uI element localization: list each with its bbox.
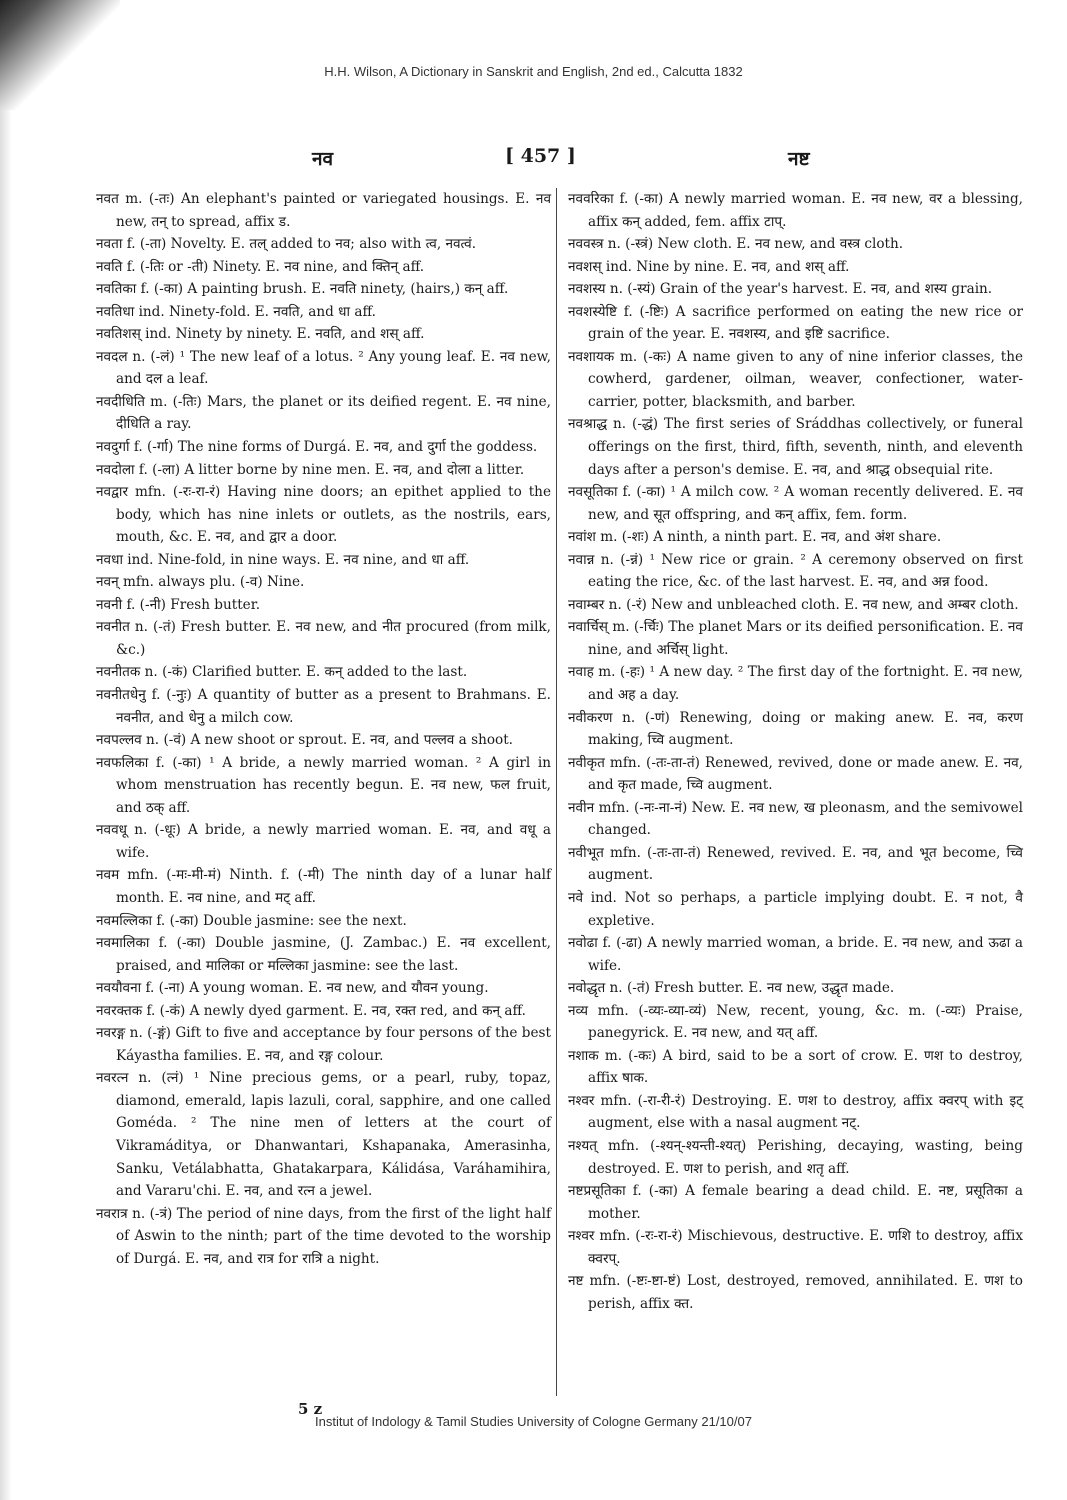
dictionary-entry: नवे ind. Not so perhaps, a particle implying doubt. E. न not, वै expletive.: [568, 889, 1023, 929]
dictionary-entry: नवत m. (-तः) An elephant's painted or variegated housings. E. नव new, तन् to spread, affix ड.: [96, 191, 551, 230]
dictionary-entry: नवमल्लिका f. (-का) Double jasmine: see the next.: [96, 912, 407, 929]
source-citation: H.H. Wilson, A Dictionary in Sanskrit and English, 2nd ed., Calcutta 1832: [324, 64, 743, 79]
dictionary-entry: नवान्न n. (-न्नं) ¹ New rice or grain. ² A ceremony observed on first eating the rice, &c. of the last harvest. E. नव, and अन्न food.: [568, 551, 1023, 591]
dictionary-entry: नवीभूत mfn. (-तः-ता-तं) Renewed, revived. E. नव, and भूत become, च्वि augment.: [568, 844, 1023, 884]
dictionary-entry: नवश्राद्ध n. (-द्धं) The first series of Sráddhas collectively, or funeral offerings on the first, third, fifth, seventh, ninth, and eleventh days after a person's demise. E. नव, and श्राद्ध obsequial rite.: [568, 416, 1023, 478]
dictionary-entry: नवतिधा ind. Ninety-fold. E. नवति, and धा aff.: [96, 303, 376, 320]
dictionary-entry: नवदल n. (-लं) ¹ The new leaf of a lotus. ² Any young leaf. E. नव new, and दल a leaf.: [96, 348, 551, 388]
dictionary-entry: नवतिका f. (-का) A painting brush. E. नवति ninety, (hairs,) कन् aff.: [96, 281, 509, 298]
dictionary-entry: नवीकरण n. (-णं) Renewing, doing or making anew. E. नव, करण making, च्वि augment.: [568, 709, 1023, 749]
dictionary-entry: नष्टप्रसूतिका f. (-का) A female bearing a dead child. E. नष्ट, प्रसूतिका a mother.: [568, 1183, 1023, 1222]
dictionary-entry: नवतिशस् ind. Ninety by ninety. E. नवति, and शस् aff.: [96, 326, 425, 343]
dictionary-entry: नवयौवना f. (-ना) A young woman. E. नव new, and यौवन young.: [96, 980, 489, 997]
dictionary-entry: नवीन mfn. (-नः-ना-नं) New. E. नव new, ख pleonasm, and the semivowel changed.: [568, 799, 1023, 839]
right-column: [568, 188, 1023, 1315]
page-number: [ 457 ]: [505, 145, 576, 167]
dictionary-entry: नवशायक m. (-कः) A name given to any of nine inferior classes, the cowherd, gardener, oilman, weaver, confectioner, water-carrier, potter, blacksmith, and barber.: [568, 348, 1023, 410]
dictionary-entry: नवनीत n. (-तं) Fresh butter. E. नव new, and नीत procured (from milk, &c.): [96, 619, 551, 658]
dictionary-entry: नवद्वार mfn. (-रः-रा-रं) Having nine doors; an epithet applied to the body, which has nine inlets or outlets, as the nostrils, ears, mouth, &c. E. नव, and द्वार a door.: [96, 484, 551, 546]
column-divider: [556, 188, 557, 1396]
dictionary-entry: नवरत्न n. (त्नं) ¹ Nine precious gems, or a pearl, ruby, topaz, diamond, emerald, lapis lazuli, coral, sapphire, and one called Goméda. ² The nine men of letters at the court of Vikramáditya, or Dhanwantari, Kshapanaka, Amerasinha, Sanku, Vetálabhatta, Ghatakarpara, Kálidása, Varáhamihira, and Vararu'chi. E. नव, and रत्न a jewel.: [96, 1070, 551, 1200]
dictionary-entry: नवाम्बर n. (-रं) New and unbleached cloth. E. नव new, and अम्बर cloth.: [568, 596, 1019, 613]
dictionary-entry: नवता f. (-ता) Novelty. E. तल् added to नव; also with त्व, नवत्वं.: [96, 236, 477, 253]
scan-edge: [0, 110, 12, 1500]
scan-shadow: [0, 0, 120, 110]
dictionary-entry: नवन् mfn. always plu. (-व) Nine.: [96, 574, 305, 591]
dictionary-entry: नवति f. (-तिः or -ती) Ninety. E. नव nine, and क्तिन् aff.: [96, 258, 425, 275]
dictionary-entry: नवम mfn. (-मः-मी-मं) Ninth. f. (-मी) The ninth day of a lunar half month. E. नव nine, and मट् aff.: [96, 867, 551, 906]
dictionary-entry: नश्वर mfn. (-रा-री-रं) Destroying. E. णश to destroy, affix क्वरप् with इट् augment, else with a nasal augment नट्.: [568, 1092, 1023, 1132]
dictionary-entry: नवोद्धृत n. (-तं) Fresh butter. E. नव new, उद्धृत made.: [568, 980, 895, 997]
dictionary-entry: नवनीतधेनु f. (-नुः) A quantity of butter as a present to Brahmans. E. नवनीत, and धेनु a milch cow.: [96, 687, 551, 726]
running-head-right: नष्ट: [788, 148, 810, 170]
dictionary-entry: नवरङ्ग n. (-ङ्गं) Gift to five and acceptance by four persons of the best Káyastha families. E. नव, and रङ्ग colour.: [96, 1025, 551, 1064]
dictionary-entry: नवधा ind. Nine-fold, in nine ways. E. नव nine, and धा aff.: [96, 551, 470, 568]
dictionary-entry: नववस्त्र n. (-स्त्रं) New cloth. E. नव new, and वस्त्र cloth.: [568, 236, 904, 253]
dictionary-entry: नवोढा f. (-ढा) A newly married woman, a bride. E. नव new, and ऊढा a wife.: [568, 935, 1023, 974]
dictionary-entry: नश्यत् mfn. (-श्यन्-श्यन्ती-श्यत्) Perishing, decaying, wasting, being destroyed. E. णश to perish, and शतृ aff.: [568, 1137, 1023, 1177]
dictionary-entry: नवमालिका f. (-का) Double jasmine, (J. Zambac.) E. नव excellent, praised, and मालिका or मल्लिका jasmine: see the last.: [96, 935, 551, 974]
dictionary-entry: नव्य mfn. (-व्यः-व्या-व्यं) New, recent, young, &c. m. (-व्यः) Praise, panegyrick. E. नव new, and यत् aff.: [568, 1002, 1023, 1042]
dictionary-entry: नवशस्येष्टि f. (-ष्टिः) A sacrifice performed on eating the new rice or grain of the year. E. नवशस्य, and इष्टि sacrifice.: [568, 303, 1023, 343]
dictionary-entry: नवफलिका f. (-का) ¹ A bride, a newly married woman. ² A girl in whom menstruation has recently begun. E. नव new, फल fruit, and ठक् aff.: [96, 754, 551, 816]
dictionary-entry: नवनी f. (-नी) Fresh butter.: [96, 596, 261, 613]
dictionary-entry: नवदीधिति m. (-तिः) Mars, the planet or its deified regent. E. नव nine, दीधिति a ray.: [96, 393, 551, 433]
dictionary-entry: नश्वर mfn. (-रः-रा-रं) Mischievous, destructive. E. णशि to destroy, affix क्वरप्.: [568, 1228, 1023, 1267]
dictionary-entry: नवरात्र n. (-त्रं) The period of nine days, from the first of the light half of Aswin to the ninth; part of the time devoted to the worship of Durgá. E. नव, and रात्र for रात्रि a night.: [96, 1205, 551, 1267]
dictionary-entry: नशाक m. (-कः) A bird, said to be a sort of crow. E. णश to destroy, affix षाक.: [568, 1047, 1023, 1087]
dictionary-entry: नवनीतक n. (-कं) Clarified butter. E. कन् added to the last.: [96, 664, 468, 681]
dictionary-entry: नवदुर्गा f. (-र्गा) The nine forms of Durgá. E. नव, and दुर्गा the goddess.: [96, 439, 538, 456]
dictionary-entry: नवांश m. (-शः) A ninth, a ninth part. E. नव, and अंश share.: [568, 529, 942, 546]
dictionary-entry: नववधू n. (-धूः) A bride, a newly married woman. E. नव, and वधू a wife.: [96, 822, 551, 861]
dictionary-entry: नवसूतिका f. (-का) ¹ A milch cow. ² A woman recently delivered. E. नव new, and सूत offspring, and कन् affix, fem. form.: [568, 484, 1023, 523]
dictionary-entry: नवार्चिस् m. (-र्चिः) The planet Mars or its deified personification. E. नव nine, and अर्चिस् light.: [568, 619, 1023, 658]
dictionary-entry: नवीकृत mfn. (-तः-ता-तं) Renewed, revived, done or made anew. E. नव, and कृत made, च्वि augment.: [568, 754, 1023, 794]
dictionary-entry: नवदोला f. (-ला) A litter borne by nine men. E. नव, and दोला a litter.: [96, 461, 525, 478]
dictionary-entry: नष्ट mfn. (-ष्टः-ष्टा-ष्टं) Lost, destroyed, removed, annihilated. E. णश to perish, affix क्त.: [568, 1273, 1023, 1312]
left-column: [96, 188, 551, 1270]
footer-credit: Institut of Indology & Tamil Studies University of Cologne Germany 21/10/07: [315, 1414, 752, 1429]
dictionary-entry: नवाह m. (-हः) ¹ A new day. ² The first day of the fortnight. E. नव new, and अह a day.: [568, 664, 1023, 704]
dictionary-entry: नवपल्लव n. (-वं) A new shoot or sprout. E. नव, and पल्लव a shoot.: [96, 732, 513, 749]
running-head-left: नव: [312, 148, 334, 170]
dictionary-entry: नवरक्तक f. (-कं) A newly dyed garment. E. नव, रक्त red, and कन् aff.: [96, 1002, 526, 1019]
dictionary-entry: नवशस् ind. Nine by nine. E. नव, and शस् aff.: [568, 258, 850, 275]
dictionary-entry: नववरिका f. (-का) A newly married woman. E. नव new, वर a blessing, affix कन् added, fem. affix टाप्.: [568, 191, 1023, 230]
signature-mark: 5 z: [298, 1400, 323, 1418]
dictionary-entry: नवशस्य n. (-स्यं) Grain of the year's harvest. E. नव, and शस्य grain.: [568, 281, 993, 298]
